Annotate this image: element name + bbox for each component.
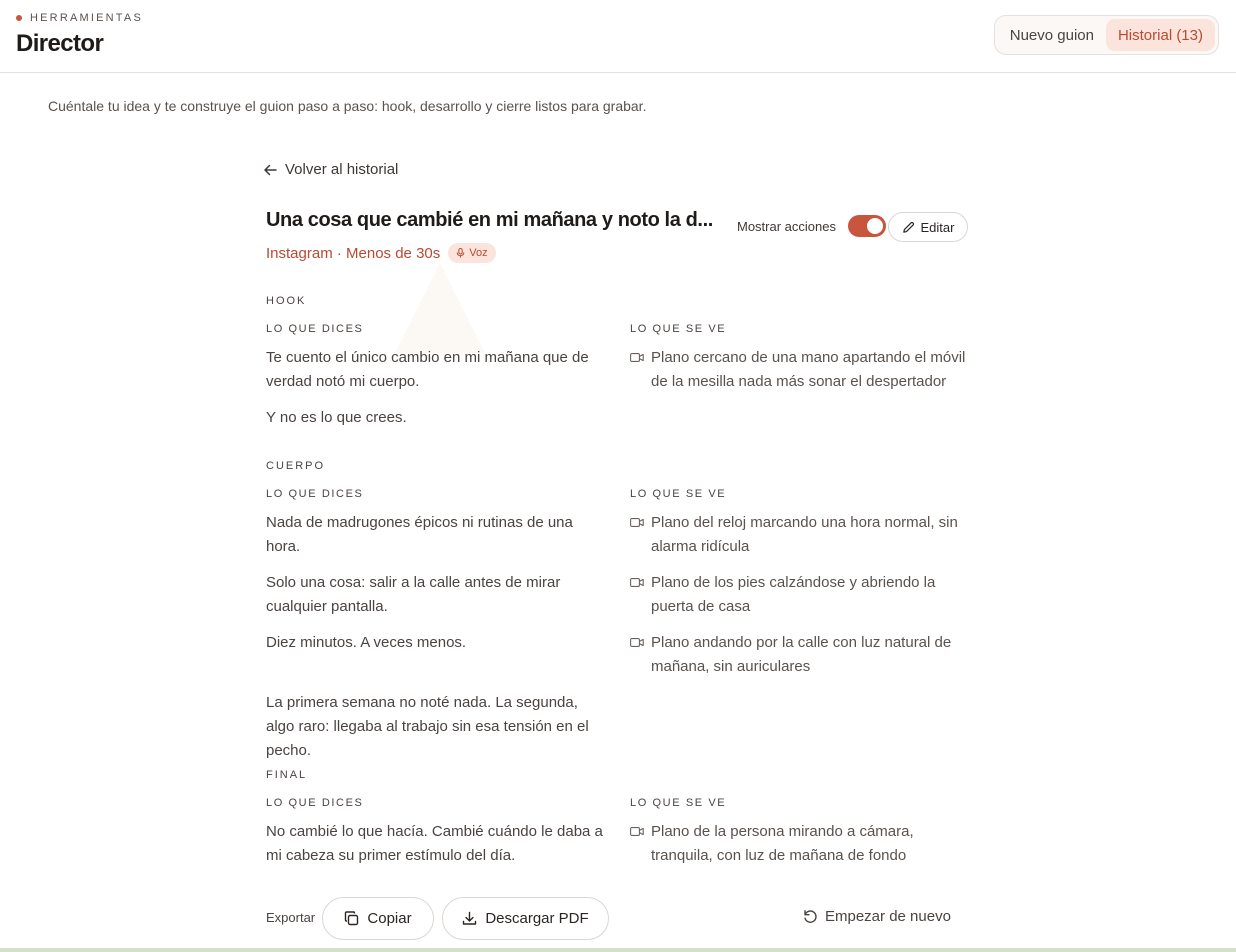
voice-badge-label: Voz [469, 247, 488, 259]
see-text: Plano de la persona mirando a cámara, tranquila, con luz de mañana de fondo [651, 823, 914, 864]
bottom-accent-line [0, 948, 1236, 952]
script-meta [266, 243, 496, 263]
platform-duration: Instagram · Menos de 30s [266, 244, 441, 262]
download-pdf-button[interactable] [442, 897, 609, 940]
download-pdf-label: Descargar PDF [485, 910, 589, 927]
body-say-line: Solo una cosa: salir a la calle antes de mirar cualquier pantalla. [266, 574, 561, 615]
show-actions-label: Mostrar acciones [737, 218, 836, 234]
copy-icon [344, 911, 359, 926]
section-body-title: CUERPO [266, 460, 326, 472]
voice-badge [448, 243, 495, 263]
tab-new-script[interactable]: Nuevo guion [1009, 26, 1094, 44]
tab-history[interactable]: Historial (13) [1106, 19, 1215, 51]
see-text: Plano del reloj marcando una hora normal, sin alarma ridícula [651, 514, 958, 555]
section-final-title: FINAL [266, 769, 308, 781]
decorative-shape [395, 263, 485, 353]
pencil-icon [902, 221, 915, 234]
copy-label: Copiar [367, 910, 412, 927]
body-say-line: Diez minutos. A veces menos. [266, 634, 467, 651]
microphone-icon [456, 248, 465, 258]
see-text: Plano cercano de una mano apartando el móvil de la mesilla nada más sonar el despertador [651, 349, 966, 390]
say-column-label: LO QUE DICES [266, 488, 364, 500]
video-camera-icon [630, 572, 644, 619]
say-column-label: LO QUE DICES [266, 323, 364, 335]
export-label: Exportar [266, 910, 316, 925]
top-bar [0, 0, 1236, 73]
view-switcher [994, 15, 1219, 55]
body-see-line [630, 631, 970, 679]
say-column-label: LO QUE DICES [266, 797, 364, 809]
video-camera-icon [630, 821, 644, 868]
start-over-label: Empezar de nuevo [825, 908, 951, 925]
toggle-knob [867, 218, 883, 234]
script-title: Una cosa que cambié en mi mañana y noto la d... [266, 209, 713, 231]
section-eyebrow [16, 12, 143, 24]
show-actions-control [737, 215, 886, 237]
back-label: Volver al historial [285, 161, 399, 178]
see-text: Plano de los pies calzándose y abriendo la puerta de casa [651, 574, 936, 615]
final-see-line [630, 820, 970, 868]
body-say-line: La primera semana no noté nada. La segunda, algo raro: llegaba al trabajo sin esa tensión en el pecho. [266, 694, 589, 759]
edit-label: Editar [920, 219, 955, 235]
body-see-line [630, 571, 970, 619]
final-say-line: No cambié lo que hacía. Cambié cuándo le daba a mi cabeza su primer estímulo del día. [266, 823, 603, 864]
app-title: Director [16, 30, 104, 57]
copy-button[interactable] [322, 897, 434, 940]
video-camera-icon [630, 632, 644, 679]
see-column-label: LO QUE SE VE [630, 797, 727, 809]
download-icon [462, 911, 477, 926]
intro-text: Cuéntale tu idea y te construye el guion paso a paso: hook, desarrollo y cierre listos para grabar. [48, 98, 647, 114]
section-hook-title: HOOK [266, 295, 307, 307]
hook-see-line [630, 346, 970, 394]
back-to-history-link[interactable] [263, 161, 398, 178]
see-text: Plano andando por la calle con luz natural de mañana, sin auriculares [651, 634, 952, 675]
see-column-label: LO QUE SE VE [630, 488, 727, 500]
edit-button[interactable] [888, 212, 968, 242]
rotate-ccw-icon [803, 909, 818, 924]
hook-say-line: Y no es lo que crees. [266, 409, 407, 426]
see-column-label: LO QUE SE VE [630, 323, 727, 335]
eyebrow-text: HERRAMIENTAS [30, 12, 143, 24]
video-camera-icon [630, 512, 644, 559]
start-over-button[interactable] [803, 908, 951, 925]
body-say-line: Nada de madrugones épicos ni rutinas de una hora. [266, 514, 573, 555]
show-actions-toggle[interactable] [848, 215, 886, 237]
body-see-line [630, 511, 970, 559]
arrow-left-icon [263, 163, 277, 177]
video-camera-icon [630, 347, 644, 394]
accent-dot-icon [16, 15, 22, 21]
hook-say-line: Te cuento el único cambio en mi mañana que de verdad notó mi cuerpo. [266, 349, 589, 390]
